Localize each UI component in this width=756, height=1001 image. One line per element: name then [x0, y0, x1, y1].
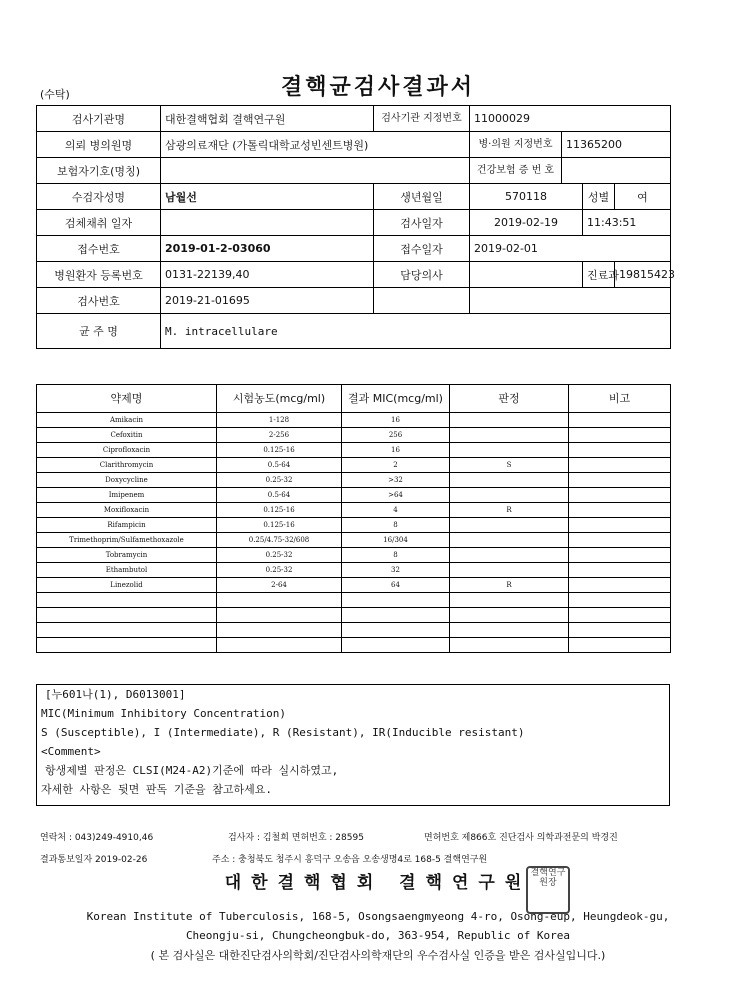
info-row: [37, 158, 671, 184]
drug-row: [37, 503, 671, 518]
header-mic: 결과 MIC(mcg/ml): [342, 385, 450, 413]
legend-line: S (Susceptible), I (Intermediate), R (Resistant), IR(Inducible resistant): [41, 726, 525, 739]
requesting-hospital-label: 의뢰 병의원명: [37, 132, 161, 158]
drug-cell-mic: 4: [342, 503, 450, 518]
drug-cell-conc: 0.5-64: [217, 458, 342, 473]
mic-line: MIC(Minimum Inhibitory Concentration): [41, 707, 287, 720]
sex-value: 여: [615, 184, 671, 210]
drug-cell-mic: 256: [342, 428, 450, 443]
organization-english-line-2: Cheongju-si, Chungcheongbuk-do, 363-954, Republic of Korea: [185, 929, 571, 942]
received-date-label: 접수일자: [374, 236, 470, 262]
patient-name-label: 수검자성명: [37, 184, 161, 210]
drug-cell-drug: Cefoxitin: [37, 428, 217, 443]
inspection-designation-label: 검사기관 지정번호: [374, 106, 470, 132]
patient-name-value: 남월선: [161, 184, 374, 210]
drug-cell-mic: >32: [342, 473, 450, 488]
drug-cell-mic: 16: [342, 413, 450, 428]
drug-cell-drug: Ethambutol: [37, 563, 217, 578]
drug-cell-drug: Clarithromycin: [37, 458, 217, 473]
info-row: [37, 262, 671, 288]
drug-cell-judgement: [450, 563, 569, 578]
info-row: [37, 184, 671, 210]
drug-cell-judgement: R: [450, 578, 569, 593]
empty-row: [37, 593, 671, 608]
drug-row: [37, 473, 671, 488]
department-value: 19815423: [615, 262, 671, 288]
note-line-2: 자세한 사항은 뒷면 판독 기준을 참고하세요.: [41, 783, 273, 796]
drug-cell-drug: Tobramycin: [37, 548, 217, 563]
drug-cell-remarks: [569, 578, 671, 593]
received-date-value: 2019-02-01: [470, 236, 671, 262]
test-time-value: 11:43:51: [583, 210, 671, 236]
page-title: 결핵균검사결과서: [280, 75, 476, 100]
drug-row: [37, 413, 671, 428]
drug-cell-mic: 32: [342, 563, 450, 578]
drug-cell-remarks: [569, 458, 671, 473]
sample-date-label: 검체채취 일자: [37, 210, 161, 236]
drug-cell-drug: Linezolid: [37, 578, 217, 593]
doctor-value: [470, 262, 583, 288]
drug-cell-judgement: [450, 428, 569, 443]
accession-label: 접수번호: [37, 236, 161, 262]
drug-cell-remarks: [569, 533, 671, 548]
drug-cell-remarks: [569, 563, 671, 578]
drug-cell-mic: 16: [342, 443, 450, 458]
organism-label: 균 주 명: [37, 314, 161, 349]
drug-cell-judgement: [450, 488, 569, 503]
empty-row: [37, 638, 671, 653]
drug-cell-judgement: [450, 518, 569, 533]
drug-cell-remarks: [569, 503, 671, 518]
drug-cell-judgement: [450, 443, 569, 458]
drug-cell-judgement: S: [450, 458, 569, 473]
drug-cell-mic: 8: [342, 518, 450, 533]
comment-tag: <Comment>: [41, 745, 101, 758]
drug-cell-conc: 2-64: [217, 578, 342, 593]
drug-row: [37, 428, 671, 443]
drug-cell-mic: >64: [342, 488, 450, 503]
test-no-label: 검사번호: [37, 288, 161, 314]
hospital-reg-value: 0131-22139,40: [161, 262, 374, 288]
sex-label: 성별: [583, 184, 615, 210]
drug-cell-conc: 0.125-16: [217, 503, 342, 518]
health-insurance-value: [562, 158, 671, 184]
test-no-value: 2019-21-01695: [161, 288, 374, 314]
info-row: [37, 314, 671, 349]
drug-cell-conc: 0.5-64: [217, 488, 342, 503]
drug-row: [37, 533, 671, 548]
address-text: 주소 : 충청북도 청주시 흥덕구 오송읍 오송생명4로 168-5 결핵연구원: [212, 855, 488, 865]
drug-row: [37, 458, 671, 473]
info-row: [37, 106, 671, 132]
header-conc: 시험농도(mcg/ml): [217, 385, 342, 413]
examiner-text: 검사자 : 김철희 면허번호 : 28595: [228, 833, 364, 843]
test-date-value: 2019-02-19: [470, 210, 583, 236]
drug-cell-judgement: [450, 473, 569, 488]
drug-row: [37, 563, 671, 578]
inspection-org-label: 검사기관명: [37, 106, 161, 132]
drug-cell-conc: 0.25-32: [217, 563, 342, 578]
drug-cell-mic: 2: [342, 458, 450, 473]
info-row: [37, 210, 671, 236]
drug-cell-drug: Doxycycline: [37, 473, 217, 488]
drug-cell-conc: 0.125-16: [217, 443, 342, 458]
drug-row: [37, 518, 671, 533]
organism-value: M. intracellulare: [161, 314, 671, 349]
drug-cell-mic: 16/304: [342, 533, 450, 548]
organization-korean: 대한결핵협회 결핵연구원: [224, 873, 532, 893]
drug-row: [37, 488, 671, 503]
contact-text: 연락처 : 043)249-4910,46: [40, 833, 154, 843]
drug-cell-drug: Amikacin: [37, 413, 217, 428]
drug-cell-judgement: R: [450, 503, 569, 518]
drug-cell-conc: 2-256: [217, 428, 342, 443]
code-line: [누601나(1), D6013001]: [45, 688, 186, 701]
drug-cell-judgement: [450, 548, 569, 563]
inspection-designation-value: 11000029: [470, 106, 671, 132]
drug-cell-remarks: [569, 428, 671, 443]
requesting-hospital-value: 삼광의료재단 (가톨릭대학교성빈센트병원): [161, 132, 470, 158]
header-judgement: 판정: [450, 385, 569, 413]
test-date-label: 검사일자: [374, 210, 470, 236]
sample-date-value: [161, 210, 374, 236]
drug-cell-conc: 0.25/4.75-32/608: [217, 533, 342, 548]
drug-cell-remarks: [569, 548, 671, 563]
accession-value: 2019-01-2-03060: [161, 236, 374, 262]
drug-susceptibility-table: [36, 384, 671, 653]
birth-label: 생년월일: [374, 184, 470, 210]
drug-cell-mic: 8: [342, 548, 450, 563]
drug-row: [37, 548, 671, 563]
drug-cell-mic: 64: [342, 578, 450, 593]
header-remarks: 비고: [569, 385, 671, 413]
drug-cell-remarks: [569, 473, 671, 488]
department-label: 진료과: [583, 262, 615, 288]
info-row: [37, 236, 671, 262]
comment-box: [36, 684, 670, 806]
empty-row: [37, 608, 671, 623]
drug-cell-judgement: [450, 533, 569, 548]
drug-cell-conc: 0.125-16: [217, 518, 342, 533]
certification-note: ( 본 검사실은 대한진단검사의학회/진단검사의학재단의 우수검사실 인증을 받은 검사실입니다.): [150, 949, 606, 962]
drug-cell-remarks: [569, 518, 671, 533]
drug-cell-conc: 0.25-32: [217, 548, 342, 563]
drug-cell-remarks: [569, 413, 671, 428]
organization-english-line-1: Korean Institute of Tuberculosis, 168-5, Osongsaengmyeong 4-ro, Osong-eup, Heungdeok-gu,: [86, 910, 670, 923]
drug-cell-drug: Moxifloxacin: [37, 503, 217, 518]
receipt-label: (수탁): [40, 88, 70, 101]
drug-cell-remarks: [569, 488, 671, 503]
insured-value: [161, 158, 470, 184]
insured-label: 보험자기호(명칭): [37, 158, 161, 184]
specialist-text: 면허번호 제866호 진단검사 의학과전문의 박경진: [424, 833, 618, 843]
drug-cell-drug: Rifampicin: [37, 518, 217, 533]
doctor-label: 담당의사: [374, 262, 470, 288]
inspection-org-value: 대한결핵협회 결핵연구원: [161, 106, 374, 132]
header-drug: 약제명: [37, 385, 217, 413]
report-date-text: 결과통보일자 2019-02-26: [40, 855, 148, 865]
health-insurance-label: 건강보험 증 번 호: [470, 158, 562, 184]
hospital-reg-label: 병원환자 등록번호: [37, 262, 161, 288]
info-row: [37, 132, 671, 158]
drug-cell-drug: Trimethoprim/Sulfamethoxazole: [37, 533, 217, 548]
empty-row: [37, 623, 671, 638]
drug-cell-drug: Imipenem: [37, 488, 217, 503]
drug-cell-judgement: [450, 413, 569, 428]
drug-row: [37, 443, 671, 458]
drug-table-header: [37, 385, 671, 413]
hospital-designation-value: 11365200: [562, 132, 671, 158]
drug-cell-remarks: [569, 443, 671, 458]
drug-cell-conc: 0.25-32: [217, 473, 342, 488]
drug-cell-drug: Ciprofloxacin: [37, 443, 217, 458]
info-row: [37, 288, 671, 314]
note-line-1: 항생제별 판정은 CLSI(M24-A2)기준에 따라 실시하였고,: [45, 764, 339, 777]
birth-value: 570118: [470, 184, 583, 210]
official-seal: 결핵연구원장: [526, 866, 570, 914]
drug-row: [37, 578, 671, 593]
hospital-designation-label: 병·의원 지정번호: [470, 132, 562, 158]
drug-cell-conc: 1-128: [217, 413, 342, 428]
patient-info-table: [36, 105, 675, 349]
